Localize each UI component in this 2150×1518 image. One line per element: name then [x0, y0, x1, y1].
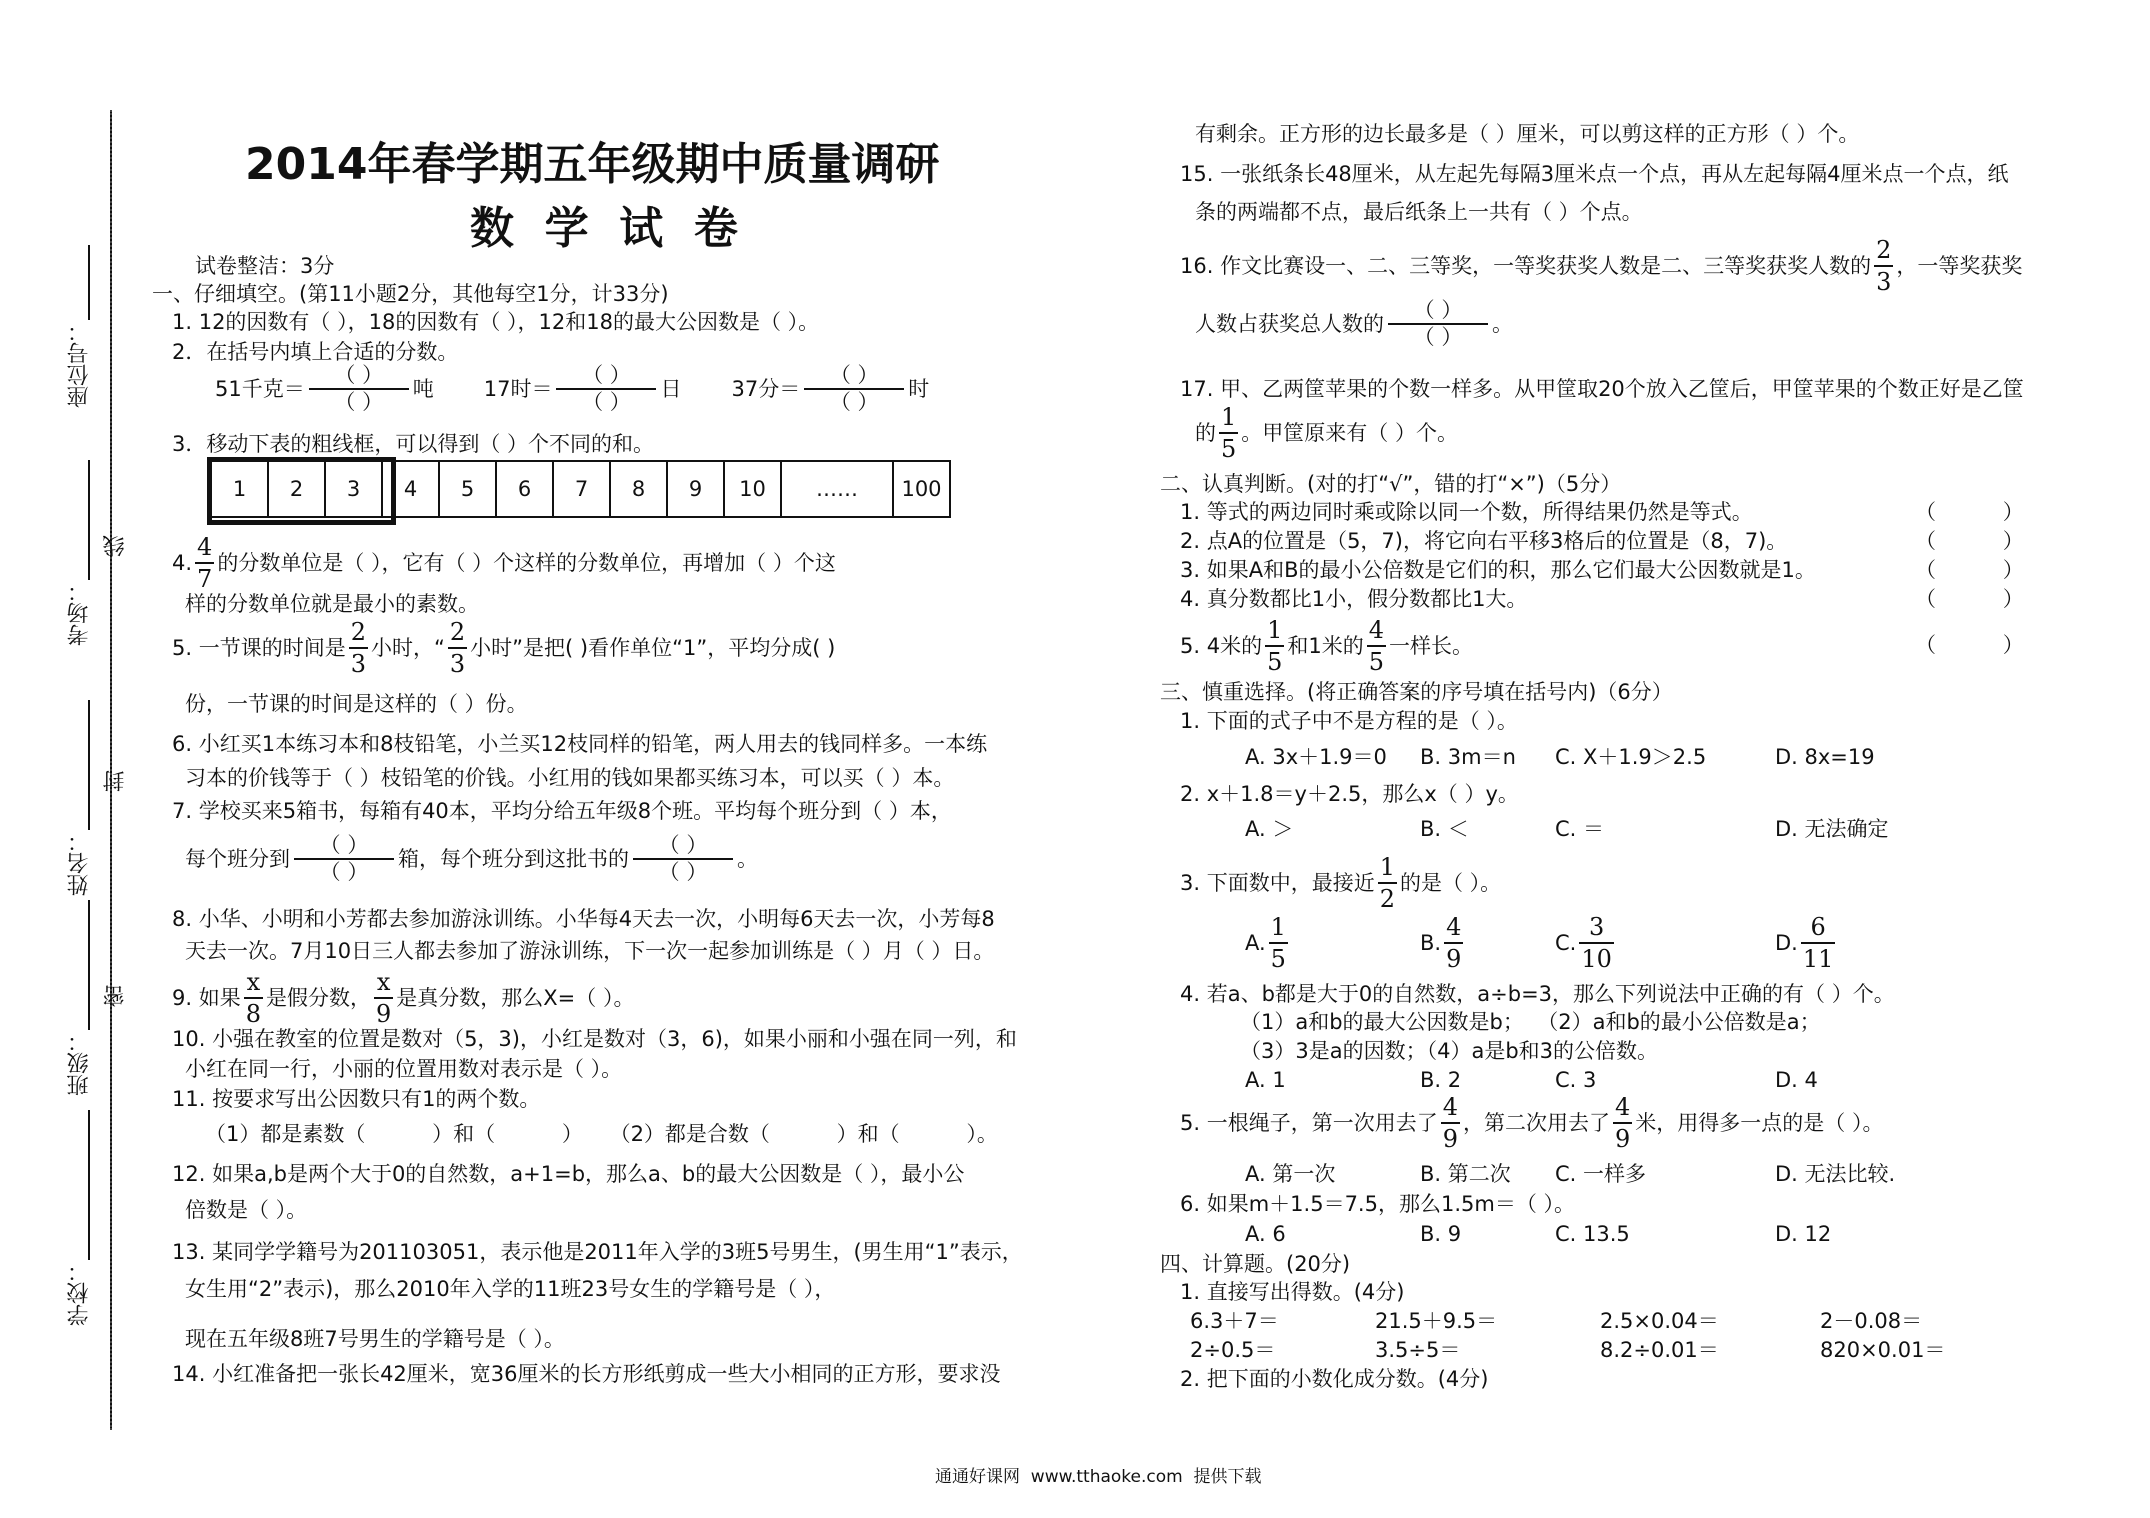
question-5-cont: 份，一节课的时间是这样的（ ）份。	[185, 692, 528, 716]
neatness-note: 试卷整洁：3分	[195, 254, 335, 278]
choice-4b: （1）a和b的最大公因数是b； （2）a和b的最小公倍数是a；	[1240, 1010, 1821, 1034]
c3-opt-b[interactable]: B. 4 9	[1420, 913, 1462, 973]
question-14-cont: 有剩余。正方形的边长最多是（ ）厘米，可以剪这样的正方形（ ）个。	[1195, 122, 1860, 146]
exam-title: 2014年春学期五年级期中质量调研	[245, 139, 940, 190]
judge-1: 1. 等式的两边同时乘或除以同一个数，所得结果仍然是等式。	[1180, 500, 1753, 524]
choice-1: 1. 下面的式子中不是方程的是（ ）。	[1180, 709, 1518, 733]
q7-blank-fraction-a[interactable]: （ ） （ ）	[294, 835, 394, 883]
question-8b: 天去一次。7月10日三人都去参加了游泳训练，下一次一起参加训练是（ ）月（ ）日。	[185, 939, 995, 963]
calc-item: 8.2÷0.01＝	[1600, 1338, 1719, 1362]
name-underline	[88, 700, 90, 830]
c3-opt-a[interactable]: A. 1 5	[1245, 913, 1286, 973]
question-13a: 13. 某同学学籍号为201103051，表示他是2011年入学的3班5号男生，(男生用“1”表示，	[172, 1240, 1023, 1264]
frac-2-3-q16: 2 3	[1876, 236, 1892, 296]
grid-cell: 10	[724, 461, 781, 517]
room-underline	[88, 460, 90, 580]
c6-opt-c[interactable]: C. 13.5	[1555, 1222, 1630, 1246]
c5-opt-b[interactable]: B. 第二次	[1420, 1162, 1511, 1186]
side-line-char: 线	[103, 535, 128, 557]
q2b-blank-fraction[interactable]: （ ） （ ）	[556, 365, 656, 413]
grid-cell: 2	[268, 461, 325, 517]
question-15a: 15. 一张纸条长48厘米，从左起先每隔3厘米点一个点，再从左起每隔4厘米点一个点，纸	[1180, 162, 2009, 186]
q16-blank-fraction[interactable]: （ ） （ ）	[1388, 300, 1488, 348]
q2b-unit: 日	[660, 377, 682, 401]
c1-opt-a[interactable]: A. 3x＋1.9＝0	[1245, 745, 1387, 769]
exam-subtitle: 数 学 试 卷	[470, 203, 738, 254]
c4-opt-c[interactable]: C. 3	[1555, 1068, 1597, 1092]
side-class-label: 班级：	[67, 1030, 92, 1096]
judge-2-paren[interactable]: （ ）	[1915, 529, 2024, 553]
question-11b: （1）都是素数（ ）和（ ） （2）都是合数（ ）和（ ）。	[205, 1122, 998, 1146]
grid-cell: 8	[610, 461, 667, 517]
frac-4-9-c5b: 4 9	[1615, 1093, 1631, 1153]
choice-2: 2. x＋1.8＝y＋2.5，那么x（ ）y。	[1180, 782, 1519, 806]
question-7a: 7. 学校买来5箱书，每箱有40本，平均分给五年级8个班。平均每个班分到（ ）本，	[172, 799, 952, 823]
calc-item: 2－0.08＝	[1820, 1309, 1923, 1333]
choice-3: 3. 下面数中，最接近 1 2 的是（ ）。	[1180, 853, 1502, 913]
question-9: 9. 如果 x 8 是假分数， x 9 是真分数，那么X=（ ）。	[172, 968, 635, 1028]
frac-4-9-c5a: 4 9	[1442, 1093, 1458, 1153]
frac-1-5-j5: 1 5	[1267, 616, 1283, 676]
q2c-text: 37分＝	[731, 377, 801, 401]
grid-cell: 3	[325, 461, 382, 517]
frac-x-9: x 9	[376, 968, 392, 1028]
side-seat-label: 座位号：	[67, 320, 92, 408]
q2c-blank-fraction[interactable]: （ ） （ ）	[804, 365, 904, 413]
c3-opt-c[interactable]: C. 3 10	[1555, 913, 1612, 973]
question-16b: 人数占获奖总人数的 （ ） （ ） 。	[1195, 298, 1513, 349]
judge-2: 2. 点A的位置是（5，7)，将它向右平移3格后的位置是（8，7)。	[1180, 529, 1788, 553]
judge-3-paren[interactable]: （ ）	[1915, 558, 2024, 582]
school-underline	[88, 1110, 90, 1260]
section1-heading: 一、仔细填空。(第11小题2分，其他每空1分，计33分)	[152, 282, 669, 306]
q2b-text: 17时＝	[483, 377, 553, 401]
question-2: 2．在括号内填上合适的分数。	[172, 340, 459, 364]
grid-cell: 7	[553, 461, 610, 517]
frac-4-5-j5: 4 5	[1368, 616, 1385, 676]
judge-3: 3. 如果A和B的最小公倍数是它们的积，那么它们最大公因数就是1。	[1180, 558, 1816, 582]
judge-4-paren[interactable]: （ ）	[1915, 587, 2024, 611]
c2-opt-d[interactable]: D. 无法确定	[1775, 817, 1889, 841]
class-underline	[88, 900, 90, 1030]
question-1: 1. 12的因数有（ ），18的因数有（ ），12和18的最大公因数是（ ）。	[172, 310, 820, 334]
section2-heading: 二、认真判断。(对的打“√”，错的打“×”)（5分）	[1160, 472, 1622, 496]
judge-1-paren[interactable]: （ ）	[1915, 500, 2024, 524]
question-16: 16. 作文比赛设一、二、三等奖，一等奖获奖人数是二、三等奖获奖人数的 2 3 ，一等奖获奖	[1180, 236, 2023, 296]
choice-3-options	[1245, 915, 1945, 975]
side-room-label: 考场：	[67, 580, 92, 646]
question-2-blanks	[215, 365, 929, 413]
calc-item: 6.3＋7＝	[1190, 1309, 1279, 1333]
c5-opt-a[interactable]: A. 第一次	[1245, 1162, 1336, 1186]
side-school-label: 学校：	[67, 1260, 92, 1326]
grid-cell: 9	[667, 461, 724, 517]
choice-4c: （3）3是a的因数；（4）a是b和3的公倍数。	[1240, 1039, 1659, 1063]
choice-4: 4. 若a、b都是大于0的自然数，a÷b=3，那么下列说法中正确的有（ ）个。	[1180, 982, 1895, 1006]
frac-4-7: 4 7	[197, 533, 213, 593]
c2-opt-b[interactable]: B. ＜	[1420, 817, 1469, 841]
frac-2-3-b: 2 3	[449, 618, 466, 678]
section4-heading: 四、计算题。(20分)	[1160, 1252, 1351, 1276]
grid-cell: 6	[496, 461, 553, 517]
grid-cell: 5	[439, 461, 496, 517]
frac-x-8: x 8	[245, 968, 261, 1028]
question-10b: 小红在同一行，小丽的位置用数对表示是（ ）。	[185, 1057, 623, 1081]
choice-5: 5. 一根绳子，第一次用去了 4 9 ，第二次用去了 4 9 米，用得多一点的是（ ）。	[1180, 1093, 1884, 1153]
q7-blank-fraction-b[interactable]: （ ） （ ）	[633, 835, 733, 883]
judge-4: 4. 真分数都比1小，假分数都比1大。	[1180, 587, 1528, 611]
c6-opt-d[interactable]: D. 12	[1775, 1222, 1832, 1246]
question-15b: 条的两端都不点，最后纸条上一共有（ ）个点。	[1195, 200, 1643, 224]
question-17a: 17. 甲、乙两筐苹果的个数一样多。从甲筐取20个放入乙筐后，甲筐苹果的个数正好是乙筐	[1180, 377, 2024, 401]
choice-6: 6. 如果m＋1.5＝7.5，那么1.5m＝（ ）。	[1180, 1192, 1575, 1216]
question-6a: 6. 小红买1本练习本和8枝铅笔，小兰买12枝同样的铅笔，两人用去的钱同样多。一本练	[172, 732, 988, 756]
question-5: 5. 一节课的时间是 2 3 小时，“ 2 3 小时”是把( )看作单位“1”，平均分成( )	[172, 618, 836, 678]
question-13b: 女生用“2”表示)，那么2010年入学的11班23号女生的学籍号是（ ），	[185, 1277, 836, 1301]
calc-item: 21.5＋9.5＝	[1375, 1309, 1498, 1333]
question-12b: 倍数是（ ）。	[185, 1198, 308, 1222]
question-13c: 现在五年级8班7号男生的学籍号是（ ）。	[185, 1327, 565, 1351]
c1-opt-c[interactable]: C. X＋1.9＞2.5	[1555, 745, 1707, 769]
c1-opt-b[interactable]: B. 3m＝n	[1420, 745, 1516, 769]
q2a-blank-fraction[interactable]: （ ） （ ）	[309, 365, 409, 413]
frac-2-3-a: 2 3	[350, 618, 366, 678]
question-14: 14. 小红准备把一张长42厘米，宽36厘米的长方形纸剪成一些大小相同的正方形，要求没	[172, 1362, 1001, 1386]
grid-cell: 1	[211, 461, 268, 517]
question-11: 11. 按要求写出公因数只有1的两个数。	[172, 1087, 541, 1111]
question-6b: 习本的价钱等于（ ）枝铅笔的价钱。小红用的钱如果都买练习本，可以买（ ）本。	[185, 766, 955, 790]
calc-item: 2.5×0.04＝	[1600, 1309, 1719, 1333]
question-17b: 的 1 5 。甲筐原来有（ ）个。	[1195, 403, 1458, 463]
c4-opt-d[interactable]: D. 4	[1775, 1068, 1818, 1092]
section3-heading: 三、慎重选择。(将正确答案的序号填在括号内)（6分）	[1160, 680, 1673, 704]
q2a-text: 51千克＝	[215, 377, 305, 401]
seat-underline	[88, 245, 90, 320]
frac-1-5-q17: 1 5	[1221, 403, 1237, 463]
side-mi-char: 密	[103, 985, 128, 1007]
c4-opt-b[interactable]: B. 2	[1420, 1068, 1462, 1092]
question-8a: 8. 小华、小明和小芳都去参加游泳训练。小华每4天去一次，小明每6天去一次，小芳每8	[172, 907, 995, 931]
question-10a: 10. 小强在教室的位置是数对（5，3)，小红是数对（3，6)，如果小丽和小强在同一列，和	[172, 1027, 1017, 1051]
bold-frame[interactable]	[207, 457, 396, 525]
question-4: 4. 4 7 的分数单位是（ ），它有（ ）个这样的分数单位，再增加（ ）个这	[172, 533, 836, 593]
calc-2-label: 2. 把下面的小数化成分数。(4分)	[1180, 1367, 1489, 1391]
footer-credit[interactable]: 通通好课网 www.tthaoke.com 提供下载	[935, 1467, 1262, 1487]
question-12a: 12. 如果a,b是两个大于0的自然数，a+1=b，那么a、b的最大公因数是（ ），最小公	[172, 1162, 965, 1186]
grid-cell: 100	[893, 461, 950, 517]
judge-5-paren[interactable]: （ ）	[1915, 633, 2024, 657]
c5-opt-d[interactable]: D. 无法比较.	[1775, 1162, 1896, 1186]
c1-opt-d[interactable]: D. 8x=19	[1775, 745, 1875, 769]
calc-1-label: 1. 直接写出得数。(4分)	[1180, 1280, 1405, 1304]
q2a-unit: 吨	[412, 377, 434, 401]
side-seal-char: 封	[103, 770, 128, 792]
c3-opt-d[interactable]: D. 6 11	[1775, 913, 1834, 973]
calc-item: 820×0.01＝	[1820, 1338, 1946, 1362]
grid-cell: ……	[781, 461, 893, 517]
calc-item: 2÷0.5＝	[1190, 1338, 1276, 1362]
c6-opt-a[interactable]: A. 6	[1245, 1222, 1286, 1246]
judge-5: 5. 4米的 1 5 和1米的 4 5 一样长。	[1180, 616, 1474, 676]
frac-1-2-c3: 1 2	[1379, 853, 1395, 913]
c2-opt-c[interactable]: C. ＝	[1555, 817, 1605, 841]
q2c-unit: 时	[908, 377, 930, 401]
c5-opt-c[interactable]: C. 一样多	[1555, 1162, 1647, 1186]
question-7b: 每个班分到 （ ） （ ） 箱，每个班分到这批书的 （ ） （ ） 。	[185, 833, 758, 884]
calc-item: 3.5÷5＝	[1375, 1338, 1461, 1362]
grid-cell: 4	[382, 461, 439, 517]
c6-opt-b[interactable]: B. 9	[1420, 1222, 1462, 1246]
c2-opt-a[interactable]: A. ＞	[1245, 817, 1294, 841]
c4-opt-a[interactable]: A. 1	[1245, 1068, 1286, 1092]
question-3: 3．移动下表的粗线框，可以得到（ ）个不同的和。	[172, 432, 655, 456]
side-name-label: 姓名：	[67, 830, 92, 896]
question-4-cont: 样的分数单位就是最小的素数。	[185, 592, 479, 616]
